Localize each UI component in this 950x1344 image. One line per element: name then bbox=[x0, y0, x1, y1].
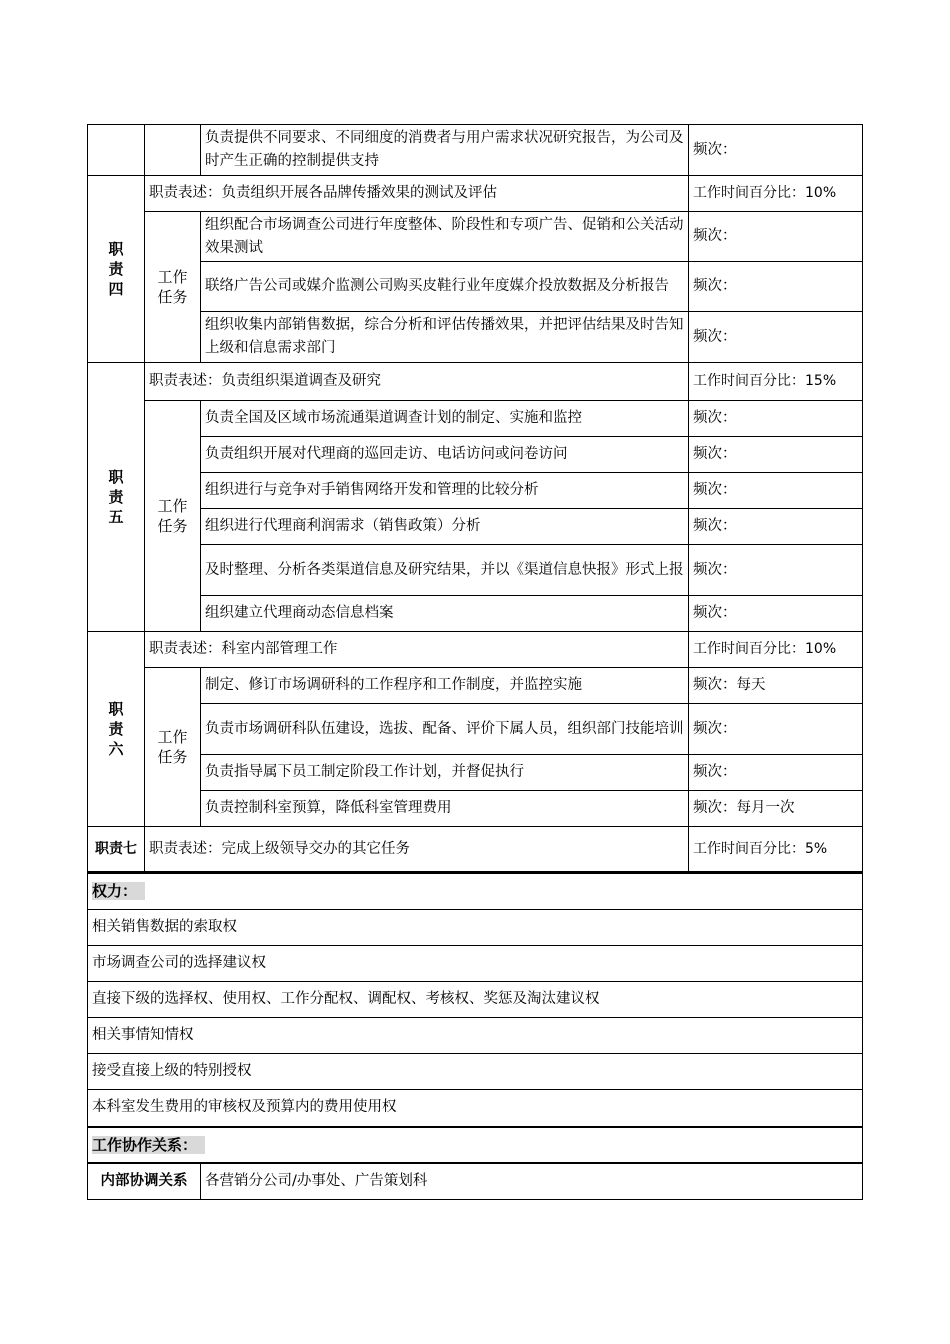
cooperation-table bbox=[87, 1126, 863, 1200]
internal-relation-label: 内部协调关系 bbox=[88, 1163, 201, 1199]
time-percentage: 工作时间百分比：15% bbox=[689, 363, 863, 401]
table-row bbox=[88, 704, 863, 755]
authority-item: 本科室发生费用的审核权及预算内的费用使用权 bbox=[88, 1089, 863, 1126]
authority-table bbox=[87, 872, 863, 1127]
table-row bbox=[88, 945, 863, 981]
table-row bbox=[88, 176, 863, 212]
task-label: 工作任务 bbox=[145, 668, 201, 827]
frequency: 频次： bbox=[689, 545, 863, 596]
task-label: 工作任务 bbox=[145, 401, 201, 632]
section-heading: 权力： bbox=[88, 873, 863, 909]
task-text: 负责提供不同要求、不同细度的消费者与用户需求状况研究报告，为公司及时产生正确的控制提供支持 bbox=[201, 125, 689, 176]
frequency: 频次： bbox=[689, 437, 863, 473]
frequency: 频次： bbox=[689, 262, 863, 312]
task-text: 组织进行代理商利润需求（销售政策）分析 bbox=[201, 509, 689, 545]
frequency: 频次： bbox=[689, 212, 863, 262]
time-percentage: 工作时间百分比：10% bbox=[689, 176, 863, 212]
table-row bbox=[88, 981, 863, 1017]
table-row bbox=[88, 668, 863, 704]
task-text: 负责市场调研科队伍建设，选拔、配备、评价下属人员，组织部门技能培训 bbox=[201, 704, 689, 755]
table-row bbox=[88, 437, 863, 473]
task-text: 负责组织开展对代理商的巡回走访、电话访问或问卷访问 bbox=[201, 437, 689, 473]
task-text: 负责指导属下员工制定阶段工作计划，并督促执行 bbox=[201, 755, 689, 791]
frequency: 频次： bbox=[689, 401, 863, 437]
table-row bbox=[88, 1053, 863, 1089]
task-text: 组织配合市场调查公司进行年度整体、阶段性和专项广告、促销和公关活动效果测试 bbox=[201, 212, 689, 262]
frequency: 频次： bbox=[689, 755, 863, 791]
frequency: 频次： bbox=[689, 704, 863, 755]
duty-label: 职责五 bbox=[88, 363, 145, 632]
duties-table bbox=[87, 124, 863, 872]
table-row bbox=[88, 1017, 863, 1053]
table-row bbox=[88, 1089, 863, 1126]
table-row bbox=[88, 873, 863, 909]
table-row bbox=[88, 596, 863, 632]
frequency: 频次： bbox=[689, 509, 863, 545]
table-row bbox=[88, 473, 863, 509]
authority-item: 直接下级的选择权、使用权、工作分配权、调配权、考核权、奖惩及淘汰建议权 bbox=[88, 981, 863, 1017]
task-text: 联络广告公司或媒介监测公司购买皮鞋行业年度媒介投放数据及分析报告 bbox=[201, 262, 689, 312]
table-row bbox=[88, 363, 863, 401]
table-row bbox=[88, 791, 863, 827]
table-row bbox=[88, 401, 863, 437]
frequency: 频次：每月一次 bbox=[689, 791, 863, 827]
task-text: 组织收集内部销售数据，综合分析和评估传播效果，并把评估结果及时告知上级和信息需求部门 bbox=[201, 312, 689, 363]
table-row bbox=[88, 632, 863, 668]
duty-statement: 职责表述：负责组织渠道调查及研究 bbox=[145, 363, 689, 401]
duty-label: 职责七 bbox=[88, 827, 145, 872]
internal-relation-value: 各营销分公司/办事处、广告策划科 bbox=[201, 1163, 863, 1199]
table-row bbox=[88, 827, 863, 872]
frequency: 频次： bbox=[689, 473, 863, 509]
table-row bbox=[88, 212, 863, 262]
time-percentage: 工作时间百分比：10% bbox=[689, 632, 863, 668]
table-row bbox=[88, 312, 863, 363]
table-row bbox=[88, 545, 863, 596]
task-text: 组织建立代理商动态信息档案 bbox=[201, 596, 689, 632]
table-row bbox=[88, 1163, 863, 1199]
duty-statement: 职责表述：科室内部管理工作 bbox=[145, 632, 689, 668]
table-row bbox=[88, 262, 863, 312]
task-text: 制定、修订市场调研科的工作程序和工作制度，并监控实施 bbox=[201, 668, 689, 704]
table-row bbox=[88, 1127, 863, 1163]
table-row bbox=[88, 909, 863, 945]
frequency: 频次： bbox=[689, 312, 863, 363]
task-text: 组织进行与竞争对手销售网络开发和管理的比较分析 bbox=[201, 473, 689, 509]
authority-item: 接受直接上级的特别授权 bbox=[88, 1053, 863, 1089]
task-text: 负责全国及区域市场流通渠道调查计划的制定、实施和监控 bbox=[201, 401, 689, 437]
duty-statement: 职责表述：完成上级领导交办的其它任务 bbox=[145, 827, 689, 872]
table-row bbox=[88, 509, 863, 545]
authority-item: 相关销售数据的索取权 bbox=[88, 909, 863, 945]
frequency: 频次：每天 bbox=[689, 668, 863, 704]
duty-label: 职责六 bbox=[88, 632, 145, 827]
section-heading: 工作协作关系： bbox=[88, 1127, 863, 1163]
table-row bbox=[88, 125, 863, 176]
authority-item: 市场调查公司的选择建议权 bbox=[88, 945, 863, 981]
duty-label: 职责四 bbox=[88, 176, 145, 363]
authority-item: 相关事情知情权 bbox=[88, 1017, 863, 1053]
duty-statement: 职责表述：负责组织开展各品牌传播效果的测试及评估 bbox=[145, 176, 689, 212]
task-text: 及时整理、分析各类渠道信息及研究结果，并以《渠道信息快报》形式上报 bbox=[201, 545, 689, 596]
table-row bbox=[88, 755, 863, 791]
time-percentage: 工作时间百分比：5% bbox=[689, 827, 863, 872]
frequency: 频次： bbox=[689, 596, 863, 632]
frequency: 频次： bbox=[689, 125, 863, 176]
task-text: 负责控制科室预算，降低科室管理费用 bbox=[201, 791, 689, 827]
task-label: 工作任务 bbox=[145, 212, 201, 363]
empty-cell bbox=[88, 125, 145, 176]
empty-cell bbox=[145, 125, 201, 176]
